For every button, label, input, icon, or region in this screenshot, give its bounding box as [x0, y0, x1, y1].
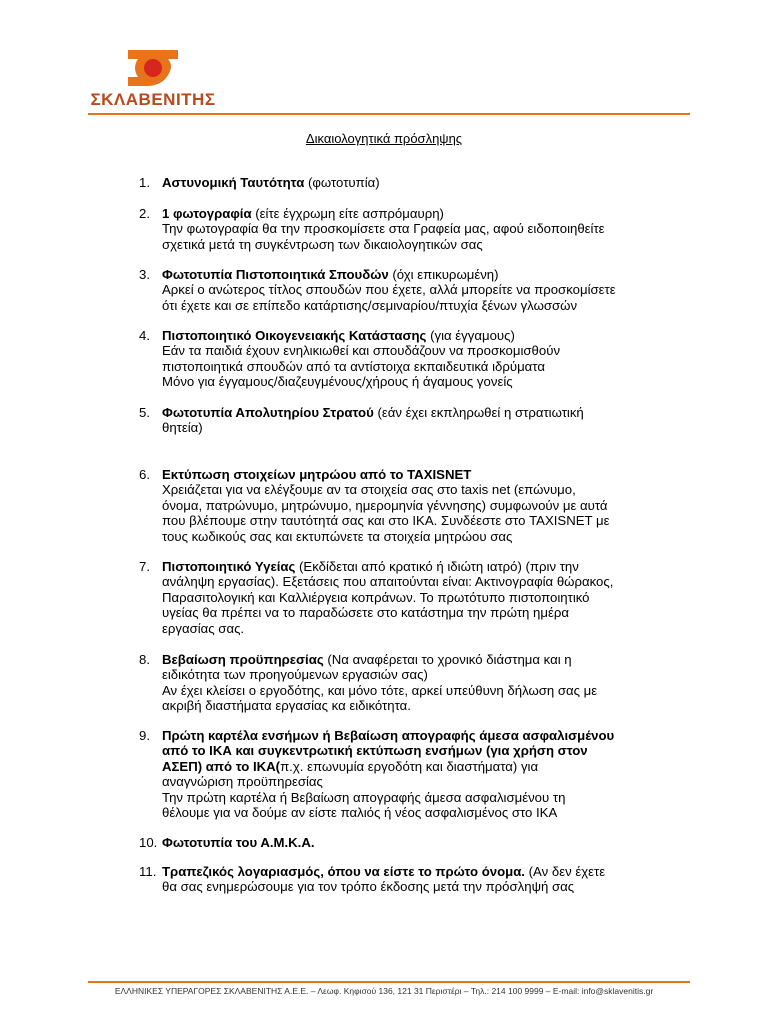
item-body: [162, 328, 659, 390]
item-number: 5.: [139, 405, 150, 420]
item-number: 9.: [139, 728, 150, 743]
document-title: Δικαιολογητικά πρόσληψης: [305, 131, 463, 146]
item-heading: Φωτοτυπία Απολυτηρίου Στρατού: [162, 405, 374, 420]
item-number: 3.: [139, 267, 150, 282]
item-text-line: πιστοποιητικά σπουδών από τα αντίστοιχα εκπαιδευτικά ιδρύματα: [162, 358, 545, 374]
item-text-line: θητεία): [162, 420, 203, 436]
header-divider: [88, 113, 690, 115]
item-number: 4.: [139, 328, 150, 343]
item-heading: από το ΙΚΑ και συγκεντρωτική εκτύπωση ενσήμων (για χρήση στον: [162, 743, 588, 759]
item-body: [162, 652, 659, 714]
item-body: [162, 864, 659, 895]
item-text-line: Παρασιτολογική και Καλλιέργεια κοπράνων. Το πρωτότυπο πιστοποιητικό: [162, 589, 590, 605]
footer-address: ΕΛΛΗΝΙΚΕΣ ΥΠΕΡΑΓΟΡΕΣ ΣΚΛΑΒΕΝΙΤΗΣ Α.Ε.Ε. – Λεωφ. Κηφισού 136, 121 31 Περιστέρι – Τηλ.: 214 100 9999 – E-mail: info@sklavenitis.gr: [114, 986, 654, 996]
item-text-line: Μόνο για έγγαμους/διαζευγμένους/χήρους ή άγαμους γονείς: [162, 374, 513, 390]
company-name: ΣΚΛΑΒΕΝΙΤΗΣ: [90, 90, 216, 109]
item-number: 10.: [139, 835, 158, 850]
item-body: [162, 728, 659, 820]
item-note: (για έγγαμους): [426, 328, 515, 343]
item-body: [162, 175, 659, 190]
item-text-line: ότι έχετε και σε επίπεδο κατάρτισης/σεμιναρίου/πτυχία ξένων γλωσσών: [162, 297, 578, 313]
item-text-line: υγείας θα πρέπει να το παραδώσετε στο κατάστημα την πρώτη ημέρα: [162, 605, 569, 621]
item-note: (φωτοτυπία): [304, 175, 380, 190]
item-heading: Πρώτη καρτέλα ενσήμων ή Βεβαίωση απογραφής άμεσα ασφαλισμένου: [162, 728, 615, 743]
item-text-line: Εάν τα παιδιά έχουν ενηλικιωθεί και σπουδάζουν να προσκομισθούν: [162, 343, 561, 359]
item-body: [162, 467, 659, 544]
item-text-line: Την πρώτη καρτέλα ή Βεβαίωση απογραφής άμεσα ασφαλισμένου τη: [162, 789, 566, 805]
item-heading: Φωτοτυπία του Α.Μ.Κ.Α.: [162, 835, 315, 850]
item-note: (Να αναφέρεται το χρονικό διάστημα και η: [323, 652, 572, 667]
item-note: (Αν δεν έχετε: [524, 864, 606, 879]
sklavenitis-logo-icon: [124, 46, 182, 90]
item-body: [162, 405, 659, 436]
item-heading: Πιστοποιητικό Υγείας: [162, 559, 296, 574]
item-note: (Εκδίδεται από κρατικό ή ιδιώτη ιατρό) (πριν την: [295, 559, 579, 574]
item-text-line: θα σας ενημερώσουμε για τον τρόπο έκδοσης μετά την πρόσληψή σας: [162, 879, 575, 895]
item-heading: Τραπεζικός λογαριασμός, όπου να είστε το πρώτο όνομα.: [162, 864, 525, 879]
item-number: 1.: [139, 175, 150, 190]
item-text-line: ανάληψη εργασίας). Εξετάσεις που απαιτούνται είναι: Ακτινογραφία θώρακος,: [162, 574, 614, 590]
item-heading: Εκτύπωση στοιχείων μητρώου από το TAXISNET: [162, 467, 472, 482]
item-text-line: που βλέπουμε στην ταυτότητά σας και στο ΙΚΑ. Συνδέεστε στο TAXISNET με: [162, 513, 610, 529]
item-number: 11.: [139, 864, 157, 879]
item-heading: Πιστοποιητικό Οικογενειακής Κατάστασης: [162, 328, 427, 343]
item-text-line: εργασίας σας.: [162, 620, 245, 636]
item-text-line: Την φωτογραφία θα την προσκομίσετε στα Γραφεία μας, αφού ειδοποιηθείτε: [162, 221, 605, 237]
item-text-line: αναγνώριση προϋπηρεσίας: [162, 774, 323, 790]
item-body: [162, 835, 659, 850]
item-body: [162, 206, 659, 252]
item-note: (όχι επικυρωμένη): [388, 267, 499, 282]
item-note: (εάν έχει εκπληρωθεί η στρατιωτική: [373, 405, 584, 420]
item-text-line: Αρκεί ο ανώτερος τίτλος σπουδών που έχετε, αλλά μπορείτε να προσκομίσετε: [162, 282, 616, 298]
item-text-line: θέλουμε για να δούμε αν είστε παλιός ή νέος ασφαλισμένος στο ΙΚΑ: [162, 805, 558, 821]
item-heading: ΑΣΕΠ) από το ΙΚΑ(: [162, 758, 281, 774]
item-number: 8.: [139, 652, 150, 667]
item-text-line: όνομα, πατρώνυμο, μητρώνυμο, ημερομηνία γέννησης) συμφωνούν με αυτά: [162, 497, 608, 513]
item-body: [162, 267, 659, 313]
item-heading: Αστυνομική Ταυτότητα: [162, 175, 305, 190]
item-text-line: σχετικά μετά τη συγκέντρωση των δικαιολογητικών σας: [162, 236, 483, 252]
item-number: 7.: [139, 559, 150, 574]
item-heading: Φωτοτυπία Πιστοποιητικά Σπουδών: [162, 267, 389, 282]
item-body: [162, 559, 659, 636]
item-note: π.χ. επωνυμία εργοδότη και διαστήματα) για: [280, 758, 539, 774]
item-text-line: Χρειάζεται για να ελέγξουμε αν τα στοιχεία σας στο taxis net (επώνυμο,: [162, 482, 576, 498]
item-number: 6.: [139, 467, 150, 482]
item-heading: 1 φωτογραφία: [162, 206, 252, 221]
item-number: 2.: [139, 206, 150, 221]
item-text-line: ειδικότητα των προηγούμενων εργασιών σας): [162, 667, 428, 683]
item-text-line: ακριβή διαστήματα εργασίας κα ειδικότητα.: [162, 698, 411, 714]
footer-divider: [88, 981, 690, 983]
item-heading: Βεβαίωση προϋπηρεσίας: [162, 652, 324, 667]
item-text-line: Αν έχει κλείσει ο εργοδότης, και μόνο τότε, αρκεί υπεύθυνη δήλωση σας με: [162, 682, 598, 698]
item-note: (είτε έγχρωμη είτε ασπρόμαυρη): [251, 206, 444, 221]
item-text-line: τους κωδικούς σας και εκτυπώνετε τα στοιχεία μητρώου σας: [162, 528, 513, 544]
